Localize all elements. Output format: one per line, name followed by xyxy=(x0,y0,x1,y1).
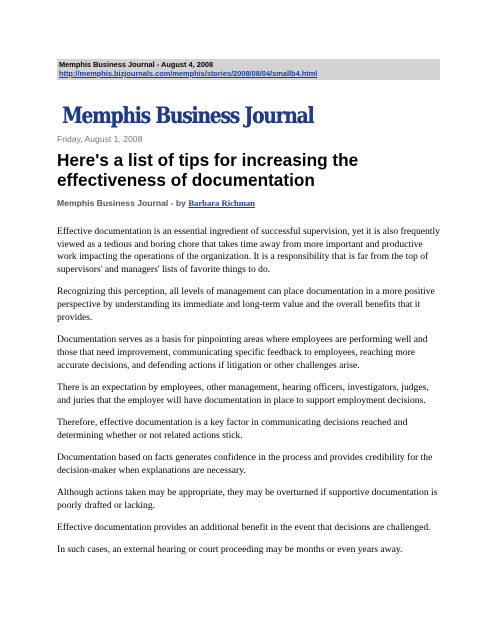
article-byline xyxy=(57,197,440,209)
article-paragraph: Although actions taken may be appropriate, they may be overturned if supportive documentation is poorly drafted or lacking. xyxy=(57,486,438,511)
article-paragraph: In such cases, an external hearing or court proceeding may be months or even years away. xyxy=(57,544,403,556)
source-header xyxy=(57,59,440,80)
article-body xyxy=(57,226,440,557)
article-date: Friday, August 1, 2008 xyxy=(57,134,143,144)
article-paragraph: Effective documentation provides an additional benefit in the event that decisions are challenged. xyxy=(57,521,431,533)
publication-logo: Memphis Business Journal xyxy=(62,103,314,129)
article-paragraph: Recognizing this perception, all levels of management can place documentation in a more positive perspective by understanding its immediate and long-term value and the overall benefits that it provides. xyxy=(57,286,435,323)
article-paragraph: Effective documentation is an essential ingredient of successful supervision, yet it is also frequently viewed as a tedious and boring chore that takes time away from more important and productive work impacting the operations of the organization. It is a responsibility that is far from the top of supervisors' and managers' lists of favorite things to do. xyxy=(57,226,440,276)
article-paragraph: Therefore, effective documentation is a key factor in communicating decisions reached and determining whether or not related actions stick. xyxy=(57,416,408,441)
author-link[interactable]: Barbara Richman xyxy=(188,198,255,208)
source-title: Memphis Business Journal - August 4, 2008 xyxy=(59,60,214,69)
article-paragraph: There is an expectation by employees, other management, hearing officers, investigators, judges, and juries that the employer will have documentation in place to support employment decisions. xyxy=(57,381,429,406)
source-url-link[interactable]: http://memphis.bizjournals.com/memphis/stories/2008/08/04/smallb4.html xyxy=(59,69,318,78)
article-paragraph: Documentation based on facts generates confidence in the process and provides credibility for the decision-maker when explanations are necessary. xyxy=(57,451,433,476)
article-headline: Here's a list of tips for increasing the effectiveness of documentation xyxy=(57,150,359,190)
byline-prefix: Memphis Business Journal - by xyxy=(57,198,189,208)
document-page xyxy=(57,59,440,566)
article-paragraph: Documentation serves as a basis for pinpointing areas where employees are performing well and those that need improvement, communicating specific feedback to employees, reaching more accurate decisions, and defending actions if litigation or other challenges arise. xyxy=(57,334,428,371)
